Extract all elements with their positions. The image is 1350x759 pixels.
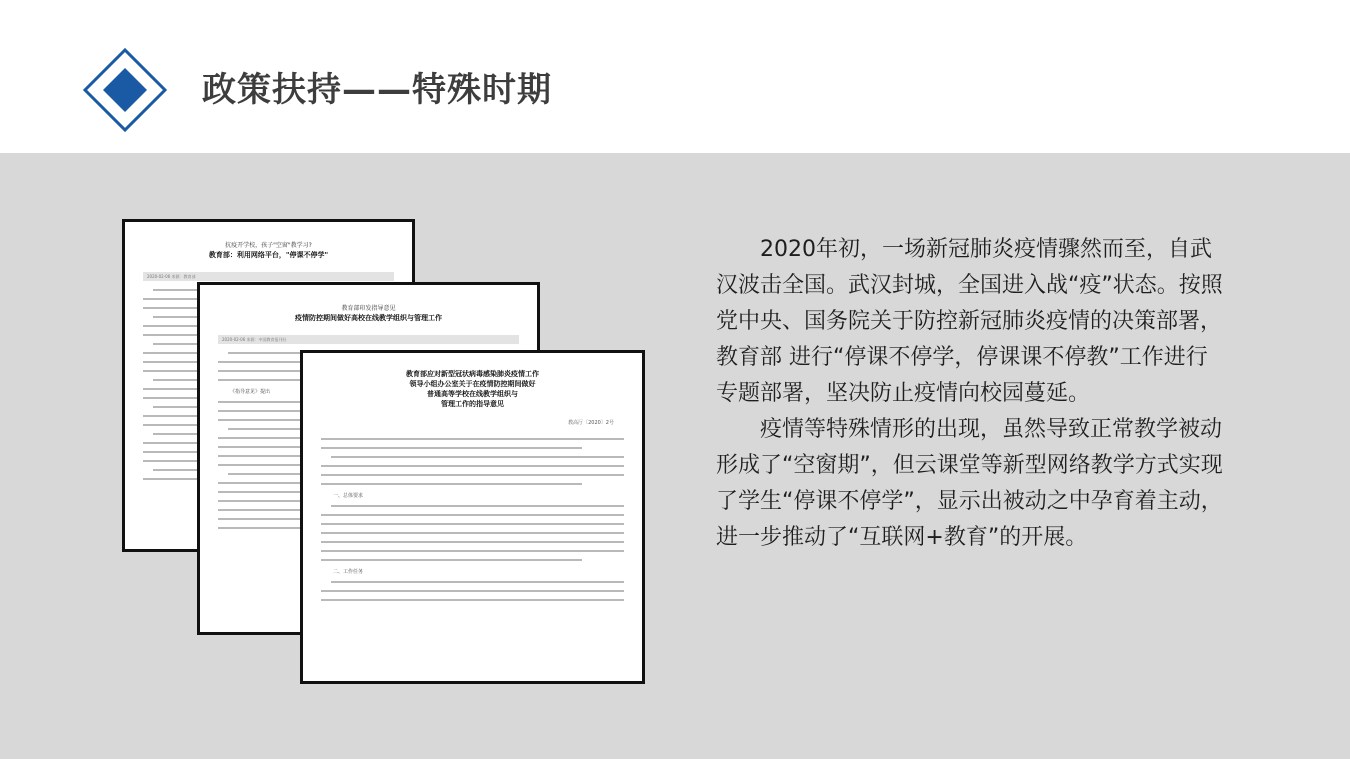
text-line xyxy=(321,447,582,449)
text-line xyxy=(321,483,582,485)
doc2-meta: 2020-02-06 来源：中国教育报刊社 xyxy=(218,335,519,344)
text-line xyxy=(331,581,624,583)
body-paragraph-1: 2020年初，一场新冠肺炎疫情骤然而至，自武汉波击全国。武汉封城，全国进入战“疫”状态。按照党中央、国务院关于防控新冠肺炎疫情的决策部署，教育部 进行“停课不停学，停课课不停教”工作进行专题部署，坚决防止疫情向校园蔓延。 xyxy=(716,237,1223,406)
page-title: 政策扶持——特殊时期 xyxy=(202,70,552,110)
text-line xyxy=(321,541,624,543)
doc1-top: 抗疫开学校，孩子"空窗"教学习? xyxy=(225,242,312,249)
doc2-section: 《指导意见》提出 xyxy=(230,389,271,395)
doc3-section-2: 二、工作任务 xyxy=(333,569,364,575)
text-line xyxy=(321,550,624,552)
doc3-headline-line4: 管理工作的指导意见 xyxy=(441,400,504,408)
text-line xyxy=(331,505,624,507)
doc3-headline-line1: 教育部应对新型冠状病毒感染肺炎疫情工作 xyxy=(406,370,539,378)
doc1-meta: 2020-02-06 来源：教育部 xyxy=(143,272,394,281)
doc2-headline: 疫情防控期间做好高校在线教学组织与管理工作 xyxy=(295,314,442,322)
doc3-headline-line3: 普通高等学校在线教学组织与 xyxy=(427,390,518,398)
text-line xyxy=(321,590,624,592)
text-line xyxy=(321,599,624,601)
doc3-section-1: 一、总体要求 xyxy=(333,493,364,499)
text-line xyxy=(321,532,624,534)
body-paragraph-2: 疫情等特殊情形的出现，虽然导致正常教学被动形成了“空窗期”，但云课堂等新型网络教学方式实现了学生“停课不停学”，显示出被动之中孕育着主动，进一步推动了“互联网+教育”的开展。 xyxy=(716,417,1223,550)
text-line xyxy=(321,523,624,525)
doc1-header xyxy=(125,242,412,260)
official-notice-document xyxy=(300,350,645,684)
doc3-number: 教高厅〔2020〕2号 xyxy=(568,420,614,426)
text-line xyxy=(321,514,624,516)
text-line xyxy=(321,438,624,440)
text-line xyxy=(321,465,624,467)
body-text xyxy=(716,232,1226,556)
text-line xyxy=(321,474,624,476)
doc1-headline: 教育部：利用网络平台，"停课不停学" xyxy=(208,251,329,259)
text-line xyxy=(331,456,624,458)
header xyxy=(0,0,1350,153)
doc3-headline-line2: 领导小组办公室关于在疫情防控期间做好 xyxy=(409,380,536,388)
doc2-header xyxy=(200,305,537,323)
diamond-logo-icon xyxy=(83,48,167,132)
doc3-header xyxy=(303,369,642,409)
text-line xyxy=(321,559,582,561)
doc2-top: 教育部印发指导意见 xyxy=(341,305,396,312)
